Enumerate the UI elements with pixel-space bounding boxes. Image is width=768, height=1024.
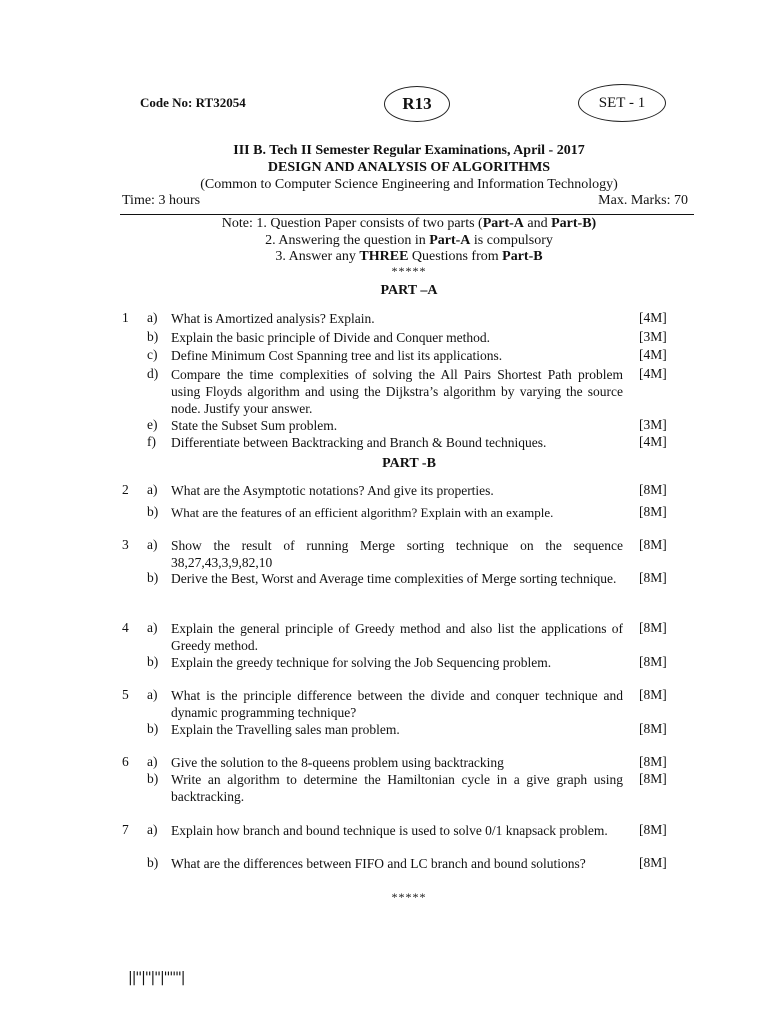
note-line-3: 3. Answer any THREE Questions from Part-B bbox=[275, 249, 543, 264]
question-marks: [4M] bbox=[639, 310, 667, 325]
question-text: What are the features of an efficient algorithm? Explain with an example. bbox=[171, 505, 554, 520]
question-sub-label: b) bbox=[147, 654, 159, 669]
question-text: Define Minimum Cost Spanning tree and list its applications. bbox=[171, 348, 503, 363]
question-sub-label: a) bbox=[147, 754, 158, 769]
question-marks: [3M] bbox=[639, 329, 667, 344]
question-text: State the Subset Sum problem. bbox=[171, 418, 338, 433]
question-text: Compare the time complexities of solving the All Pairs Shortest Path problem using Floyds algorithm and using the Dijkstra’s algorithm by varying the source node. Justify your answer. bbox=[171, 367, 623, 416]
question-marks: [4M] bbox=[639, 434, 667, 449]
question-text: Differentiate between Backtracking and Branch & Bound techniques. bbox=[171, 435, 547, 450]
question-sub-label: c) bbox=[147, 347, 158, 362]
question-marks: [8M] bbox=[639, 721, 667, 736]
question-text: Write an algorithm to determine the Hamiltonian cycle in a give graph using backtracking. bbox=[171, 772, 623, 804]
question-marks: [8M] bbox=[639, 620, 667, 635]
question-marks: [8M] bbox=[639, 687, 667, 702]
question-marks: [8M] bbox=[639, 822, 667, 837]
question-number: 6 bbox=[122, 754, 129, 769]
question-sub-label: b) bbox=[147, 570, 159, 585]
question-sub-label: b) bbox=[147, 771, 159, 786]
question-marks: [8M] bbox=[639, 537, 667, 552]
question-text: Explain the Travelling sales man problem. bbox=[171, 722, 400, 737]
question-number: 4 bbox=[122, 620, 129, 635]
question-marks: [8M] bbox=[639, 504, 667, 519]
question-sub-label: a) bbox=[147, 822, 158, 837]
question-marks: [8M] bbox=[639, 855, 667, 870]
question-text: Explain the general principle of Greedy method and also list the applications of Greedy method. bbox=[171, 621, 623, 653]
exam-duration: Time: 3 hours bbox=[122, 193, 201, 208]
question-sub-label: a) bbox=[147, 537, 158, 552]
question-sub-label: d) bbox=[147, 366, 159, 381]
question-marks: [8M] bbox=[639, 482, 667, 497]
exam-title: III B. Tech II Semester Regular Examinations, April - 2017 bbox=[233, 143, 585, 158]
question-marks: [8M] bbox=[639, 654, 667, 669]
barcode-mark: ||''|''|''|''''''| bbox=[128, 970, 185, 986]
note-line-2: 2. Answering the question in Part-A is compulsory bbox=[265, 233, 553, 248]
part-a-heading: PART –A bbox=[380, 283, 438, 298]
question-text: Explain the basic principle of Divide and Conquer method. bbox=[171, 330, 491, 345]
question-marks: [8M] bbox=[639, 570, 667, 585]
question-sub-label: b) bbox=[147, 504, 159, 519]
part-b-heading: PART -B bbox=[382, 456, 436, 471]
header-divider bbox=[120, 214, 694, 215]
separator-stars: ***** bbox=[391, 264, 427, 278]
subject-title: DESIGN AND ANALYSIS OF ALGORITHMS bbox=[267, 160, 551, 175]
question-marks: [8M] bbox=[639, 771, 667, 786]
question-number: 1 bbox=[122, 310, 129, 325]
regulation-badge: R13 bbox=[384, 86, 450, 122]
end-stars: ***** bbox=[391, 890, 427, 904]
code-number: Code No: RT32054 bbox=[140, 95, 246, 110]
question-text: What are the differences between FIFO and LC branch and bound solutions? bbox=[171, 856, 586, 871]
question-marks: [4M] bbox=[639, 347, 667, 362]
question-marks: [3M] bbox=[639, 417, 667, 432]
question-text: What is Amortized analysis? Explain. bbox=[171, 311, 375, 326]
question-sub-label: a) bbox=[147, 310, 158, 325]
question-marks: [8M] bbox=[639, 754, 667, 769]
question-sub-label: a) bbox=[147, 620, 158, 635]
set-badge: SET - 1 bbox=[578, 84, 666, 122]
note-line-1: Note: 1. Question Paper consists of two parts (Part-A and Part-B) bbox=[221, 216, 597, 231]
max-marks: Max. Marks: 70 bbox=[598, 193, 688, 208]
question-text: What is the principle difference between the divide and conquer technique and dynamic programming technique? bbox=[171, 688, 623, 720]
question-sub-label: e) bbox=[147, 417, 158, 432]
question-sub-label: a) bbox=[147, 687, 158, 702]
question-sub-label: b) bbox=[147, 329, 159, 344]
question-sub-label: a) bbox=[147, 482, 158, 497]
question-sub-label: b) bbox=[147, 855, 159, 870]
question-marks: [4M] bbox=[639, 366, 667, 381]
branches-note: (Common to Computer Science Engineering and Information Technology) bbox=[200, 177, 618, 192]
question-number: 7 bbox=[122, 822, 129, 837]
question-text: Give the solution to the 8-queens problem using backtracking bbox=[171, 755, 504, 770]
question-sub-label: f) bbox=[147, 434, 156, 449]
question-text: Show the result of running Merge sorting technique on the sequence 38,27,43,3,9,82,10 bbox=[171, 538, 623, 570]
question-text: Derive the Best, Worst and Average time complexities of Merge sorting technique. bbox=[171, 571, 617, 586]
question-text: What are the Asymptotic notations? And give its properties. bbox=[171, 483, 494, 498]
question-text: Explain the greedy technique for solving the Job Sequencing problem. bbox=[171, 655, 552, 670]
question-text: Explain how branch and bound technique is used to solve 0/1 knapsack problem. bbox=[171, 823, 608, 838]
question-sub-label: b) bbox=[147, 721, 159, 736]
question-number: 5 bbox=[122, 687, 129, 702]
question-number: 3 bbox=[122, 537, 129, 552]
question-number: 2 bbox=[122, 482, 129, 497]
